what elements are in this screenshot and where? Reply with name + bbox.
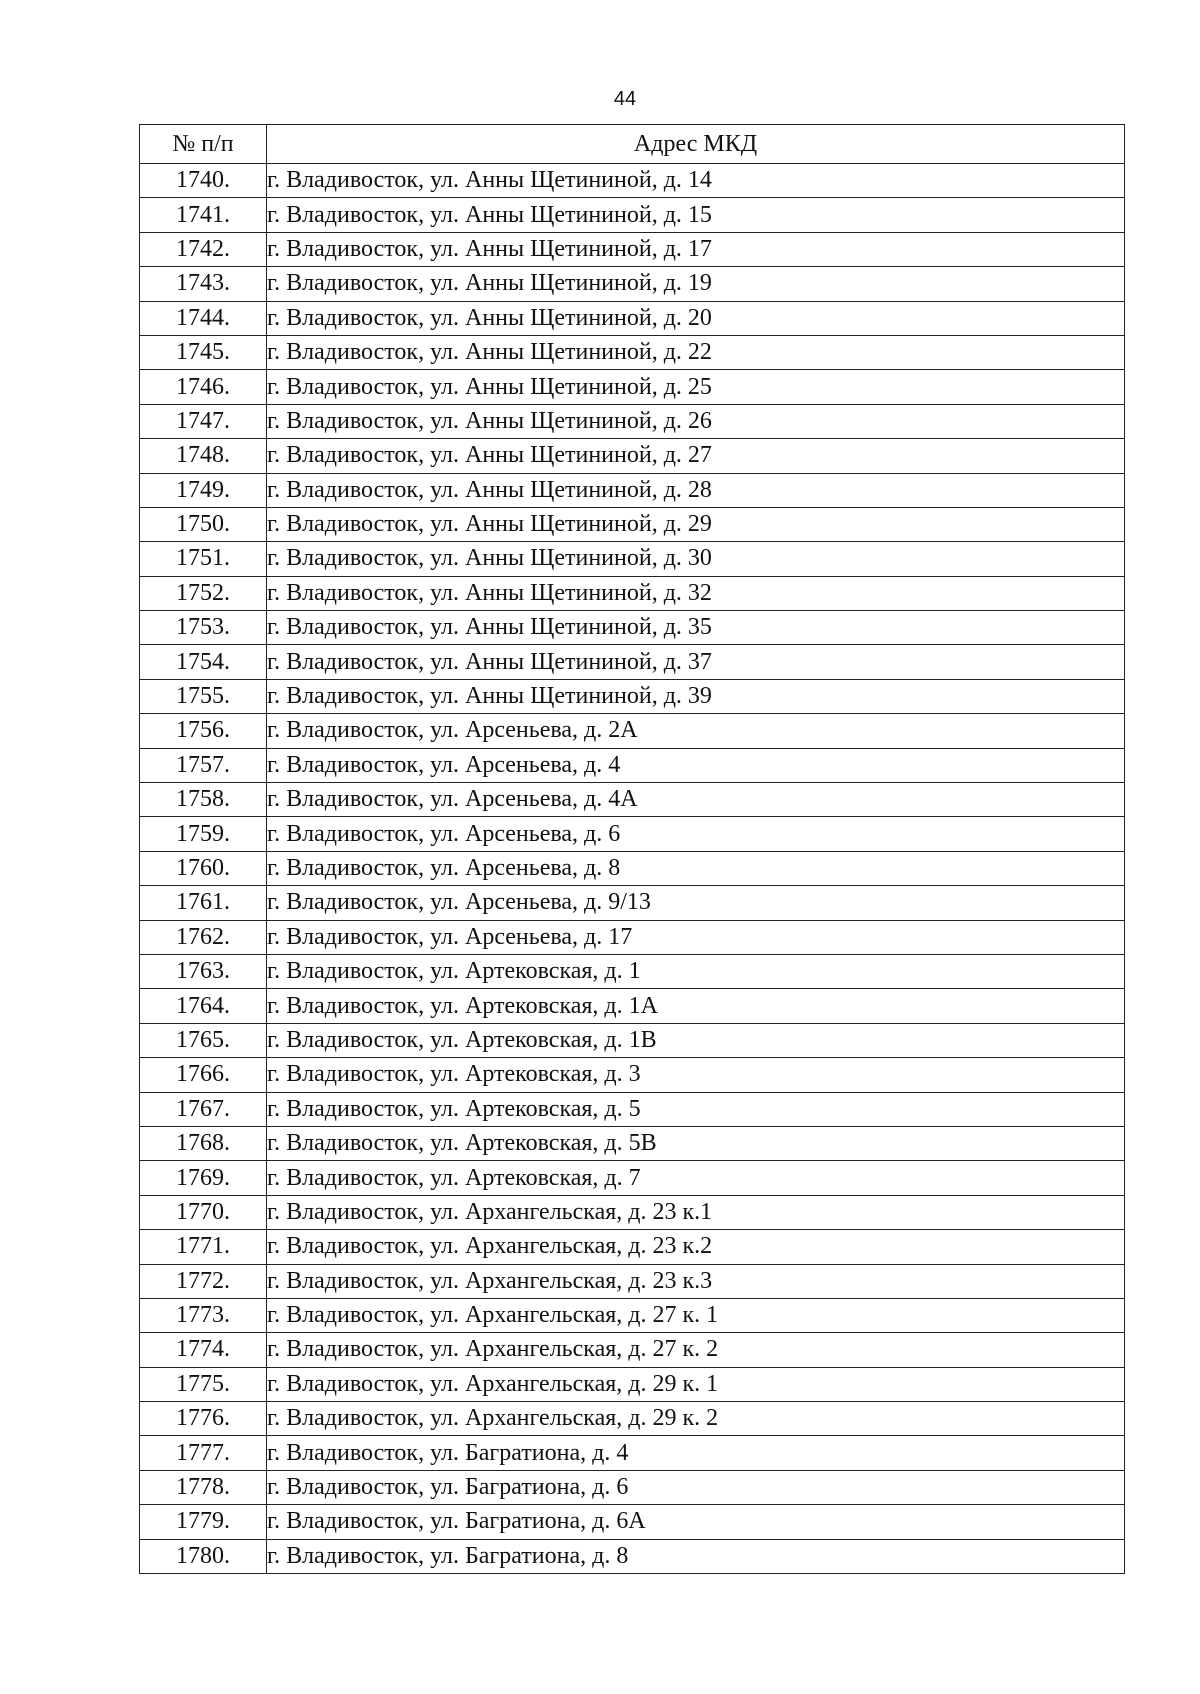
row-number: 1780.: [140, 1539, 267, 1573]
row-address: г. Владивосток, ул. Артековская, д. 7: [267, 1161, 1125, 1195]
row-number: 1755.: [140, 679, 267, 713]
table-row: [140, 1505, 1125, 1539]
table-row: [140, 1539, 1125, 1573]
table-row: [140, 679, 1125, 713]
table-row: [140, 370, 1125, 404]
row-address: г. Владивосток, ул. Багратиона, д. 4: [267, 1436, 1125, 1470]
row-number: 1744.: [140, 301, 267, 335]
row-number: 1742.: [140, 232, 267, 266]
row-number: 1770.: [140, 1195, 267, 1229]
table-row: [140, 576, 1125, 610]
row-address: г. Владивосток, ул. Арсеньева, д. 8: [267, 851, 1125, 885]
row-address: г. Владивосток, ул. Архангельская, д. 29 к. 2: [267, 1402, 1125, 1436]
column-header-address: Адрес МКД: [267, 125, 1125, 164]
row-number: 1751.: [140, 542, 267, 576]
header-row: [140, 125, 1125, 164]
row-address: г. Владивосток, ул. Арсеньева, д. 2А: [267, 714, 1125, 748]
table-header: [140, 125, 1125, 164]
table-row: [140, 817, 1125, 851]
row-address: г. Владивосток, ул. Анны Щетининой, д. 37: [267, 645, 1125, 679]
row-address: г. Владивосток, ул. Артековская, д. 5В: [267, 1126, 1125, 1160]
row-address: г. Владивосток, ул. Анны Щетининой, д. 27: [267, 439, 1125, 473]
table-row: [140, 439, 1125, 473]
row-number: 1750.: [140, 507, 267, 541]
table-row: [140, 611, 1125, 645]
row-address: г. Владивосток, ул. Архангельская, д. 23 к.2: [267, 1230, 1125, 1264]
table-row: [140, 1058, 1125, 1092]
table-row: [140, 748, 1125, 782]
row-number: 1763.: [140, 954, 267, 988]
row-number: 1776.: [140, 1402, 267, 1436]
table-row: [140, 783, 1125, 817]
row-number: 1749.: [140, 473, 267, 507]
row-address: г. Владивосток, ул. Анны Щетининой, д. 14: [267, 164, 1125, 198]
row-number: 1768.: [140, 1126, 267, 1160]
row-address: г. Владивосток, ул. Арсеньева, д. 9/13: [267, 886, 1125, 920]
table-row: [140, 1161, 1125, 1195]
table-body: [140, 164, 1125, 1574]
table-row: [140, 1230, 1125, 1264]
row-address: г. Владивосток, ул. Арсеньева, д. 17: [267, 920, 1125, 954]
row-number: 1746.: [140, 370, 267, 404]
table-row: [140, 954, 1125, 988]
row-number: 1757.: [140, 748, 267, 782]
row-number: 1774.: [140, 1333, 267, 1367]
table-row: [140, 1333, 1125, 1367]
table-row: [140, 1264, 1125, 1298]
row-address: г. Владивосток, ул. Архангельская, д. 29 к. 1: [267, 1367, 1125, 1401]
table-row: [140, 1092, 1125, 1126]
table-row: [140, 1298, 1125, 1332]
row-number: 1747.: [140, 404, 267, 438]
row-number: 1741.: [140, 198, 267, 232]
table-row: [140, 335, 1125, 369]
row-address: г. Владивосток, ул. Анны Щетининой, д. 39: [267, 679, 1125, 713]
row-number: 1761.: [140, 886, 267, 920]
row-number: 1758.: [140, 783, 267, 817]
table-row: [140, 473, 1125, 507]
row-number: 1745.: [140, 335, 267, 369]
address-table: [139, 124, 1125, 1574]
row-address: г. Владивосток, ул. Артековская, д. 3: [267, 1058, 1125, 1092]
row-number: 1748.: [140, 439, 267, 473]
row-number: 1760.: [140, 851, 267, 885]
row-number: 1743.: [140, 267, 267, 301]
table-row: [140, 542, 1125, 576]
table-row: [140, 232, 1125, 266]
row-number: 1765.: [140, 1023, 267, 1057]
row-number: 1752.: [140, 576, 267, 610]
row-address: г. Владивосток, ул. Анны Щетининой, д. 28: [267, 473, 1125, 507]
table-row: [140, 301, 1125, 335]
table-row: [140, 1470, 1125, 1504]
row-number: 1778.: [140, 1470, 267, 1504]
row-number: 1740.: [140, 164, 267, 198]
table-row: [140, 1023, 1125, 1057]
row-number: 1754.: [140, 645, 267, 679]
row-address: г. Владивосток, ул. Артековская, д. 1В: [267, 1023, 1125, 1057]
table-row: [140, 886, 1125, 920]
table-row: [140, 851, 1125, 885]
row-address: г. Владивосток, ул. Артековская, д. 1: [267, 954, 1125, 988]
table-row: [140, 404, 1125, 438]
row-address: г. Владивосток, ул. Анны Щетининой, д. 20: [267, 301, 1125, 335]
column-header-number: № п/п: [140, 125, 267, 164]
table-row: [140, 1195, 1125, 1229]
row-address: г. Владивосток, ул. Архангельская, д. 27 к. 2: [267, 1333, 1125, 1367]
row-address: г. Владивосток, ул. Арсеньева, д. 6: [267, 817, 1125, 851]
table-row: [140, 1402, 1125, 1436]
row-number: 1766.: [140, 1058, 267, 1092]
row-number: 1764.: [140, 989, 267, 1023]
table-row: [140, 645, 1125, 679]
row-address: г. Владивосток, ул. Анны Щетининой, д. 35: [267, 611, 1125, 645]
row-address: г. Владивосток, ул. Анны Щетининой, д. 29: [267, 507, 1125, 541]
table-row: [140, 164, 1125, 198]
row-address: г. Владивосток, ул. Арсеньева, д. 4: [267, 748, 1125, 782]
row-number: 1769.: [140, 1161, 267, 1195]
row-number: 1771.: [140, 1230, 267, 1264]
row-number: 1767.: [140, 1092, 267, 1126]
row-address: г. Владивосток, ул. Артековская, д. 5: [267, 1092, 1125, 1126]
table-row: [140, 1126, 1125, 1160]
row-address: г. Владивосток, ул. Анны Щетининой, д. 22: [267, 335, 1125, 369]
table-row: [140, 1436, 1125, 1470]
row-address: г. Владивосток, ул. Анны Щетининой, д. 15: [267, 198, 1125, 232]
row-address: г. Владивосток, ул. Архангельская, д. 23 к.1: [267, 1195, 1125, 1229]
row-address: г. Владивосток, ул. Анны Щетининой, д. 19: [267, 267, 1125, 301]
row-address: г. Владивосток, ул. Багратиона, д. 8: [267, 1539, 1125, 1573]
row-number: 1756.: [140, 714, 267, 748]
row-address: г. Владивосток, ул. Арсеньева, д. 4А: [267, 783, 1125, 817]
row-address: г. Владивосток, ул. Багратиона, д. 6: [267, 1470, 1125, 1504]
row-number: 1753.: [140, 611, 267, 645]
row-address: г. Владивосток, ул. Архангельская, д. 27 к. 1: [267, 1298, 1125, 1332]
row-address: г. Владивосток, ул. Анны Щетининой, д. 26: [267, 404, 1125, 438]
row-address: г. Владивосток, ул. Анны Щетининой, д. 17: [267, 232, 1125, 266]
table-row: [140, 714, 1125, 748]
row-address: г. Владивосток, ул. Анны Щетининой, д. 25: [267, 370, 1125, 404]
row-number: 1773.: [140, 1298, 267, 1332]
page-number: 44: [613, 88, 637, 110]
row-address: г. Владивосток, ул. Артековская, д. 1А: [267, 989, 1125, 1023]
row-address: г. Владивосток, ул. Архангельская, д. 23 к.3: [267, 1264, 1125, 1298]
table-row: [140, 989, 1125, 1023]
row-address: г. Владивосток, ул. Анны Щетининой, д. 32: [267, 576, 1125, 610]
row-address: г. Владивосток, ул. Багратиона, д. 6А: [267, 1505, 1125, 1539]
table-row: [140, 920, 1125, 954]
row-number: 1762.: [140, 920, 267, 954]
table-row: [140, 507, 1125, 541]
row-address: г. Владивосток, ул. Анны Щетининой, д. 30: [267, 542, 1125, 576]
row-number: 1779.: [140, 1505, 267, 1539]
row-number: 1772.: [140, 1264, 267, 1298]
row-number: 1759.: [140, 817, 267, 851]
table-row: [140, 198, 1125, 232]
row-number: 1777.: [140, 1436, 267, 1470]
table-row: [140, 267, 1125, 301]
table-row: [140, 1367, 1125, 1401]
row-number: 1775.: [140, 1367, 267, 1401]
